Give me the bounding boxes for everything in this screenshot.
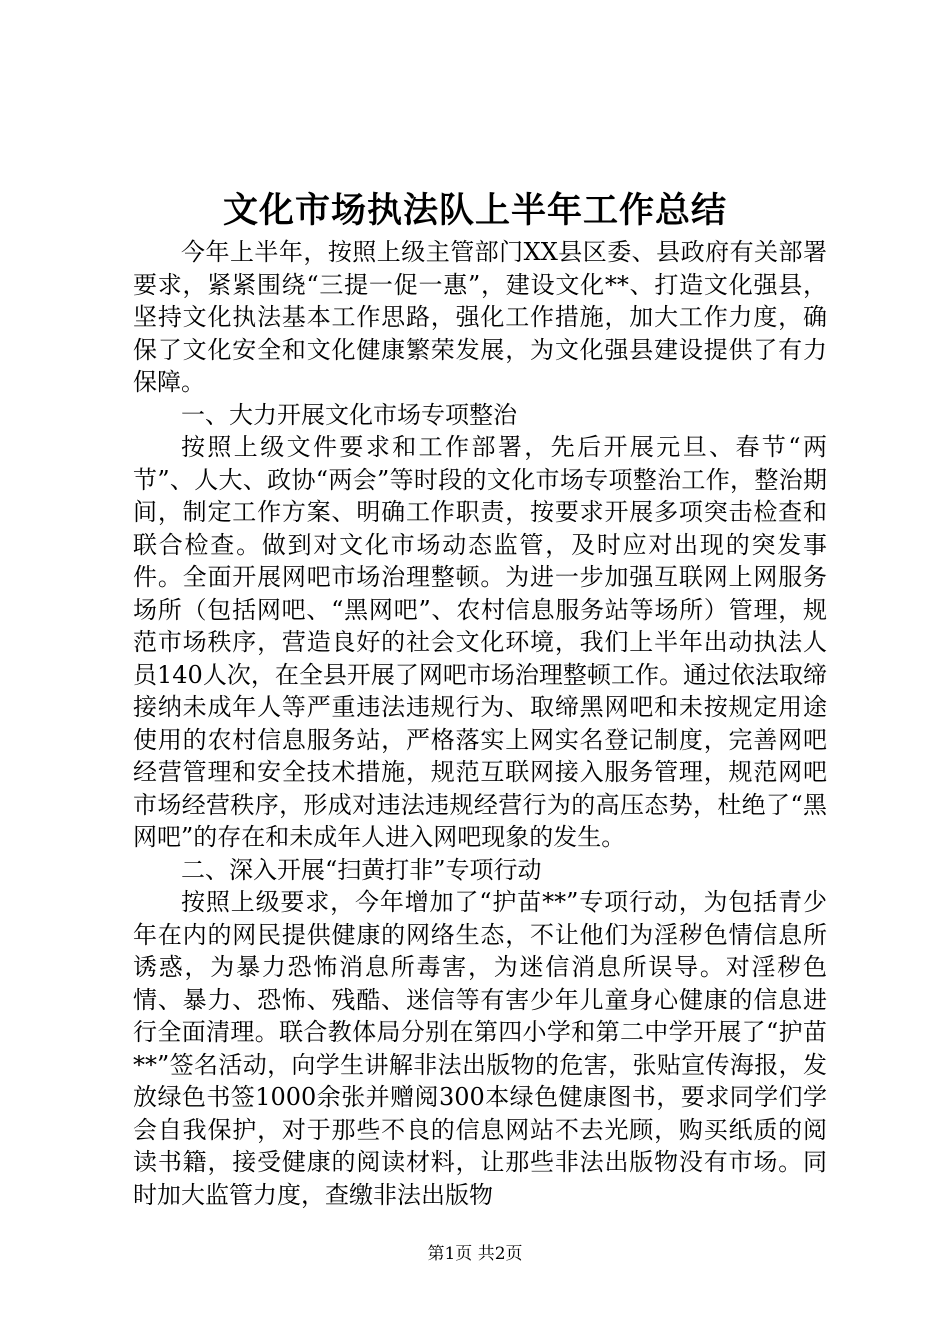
section-1-paragraph: 按照上级文件要求和工作部署，先后开展元旦、春节“两节”、人大、政协“两会”等时段的文化市场专项整治工作，整治期间，制定工作方案、明确工作职责，按要求开展多项突击检查和联合检查。做到对文化市场动态监管，及时应对出现的突发事件。全面开展网吧市场治理整顿。为进一步加强互联网上网服务场所（包括网吧、“黑网吧”、农村信息服务站等场所）管理，规范市场秩序，营造良好的社会文化环境，我们上半年出动执法人员140人次，在全县开展了网吧市场治理整顿工作。通过依法取缔接纳未成年人等严重违法违规行为、取缔黑网吧和未按规定用途使用的农村信息服务站，严格落实上网实名登记制度，完善网吧经营管理和安全技术措施，规范互联网接入服务管理，规范网吧市场经营秩序，形成对违法违规经营行为的高压态势，杜绝了“黑网吧”的存在和未成年人进入网吧现象的发生。 [133, 433, 827, 851]
section-heading-2: 二、深入开展“扫黄打非”专项行动 [181, 855, 542, 884]
section-2-paragraph: 按照上级要求，今年增加了“护苗**”专项行动，为包括青少年在内的网民提供健康的网络生态，不让他们为淫秽色情信息所诱惑，为暴力恐怖消息所毒害，为迷信消息所误导。对淫秽色情、暴力、恐怖、残酷、迷信等有害少年儿童身心健康的信息进行全面清理。联合教体局分别在第四小学和第二中学开展了“护苗**”签名活动，向学生讲解非法出版物的危害，张贴宣传海报，发放绿色书签1000余张并赠阅300本绿色健康图书，要求同学们学会自我保护，对于那些不良的信息网站不去光顾，购买纸质的阅读书籍，接受健康的阅读材料，让那些非法出版物没有市场。同时加大监管力度，查缴非法出版物 [133, 888, 827, 1209]
section-heading-1: 一、大力开展文化市场专项整治 [181, 400, 517, 429]
document-title: 文化市场执法队上半年工作总结 [222, 190, 727, 231]
intro-paragraph: 今年上半年，按照上级主管部门XX县区委、县政府有关部署要求，紧紧围绕“三提一促一惠”，建设文化**、打造文化强县，坚持文化执法基本工作思路，强化工作措施，加大工作力度，确保了文化安全和文化健康繁荣发展，为文化强县建设提供了有力保障。 [133, 238, 827, 396]
document-body [133, 236, 827, 1211]
page-number-footer: 第1页 共2页 [427, 1244, 523, 1264]
